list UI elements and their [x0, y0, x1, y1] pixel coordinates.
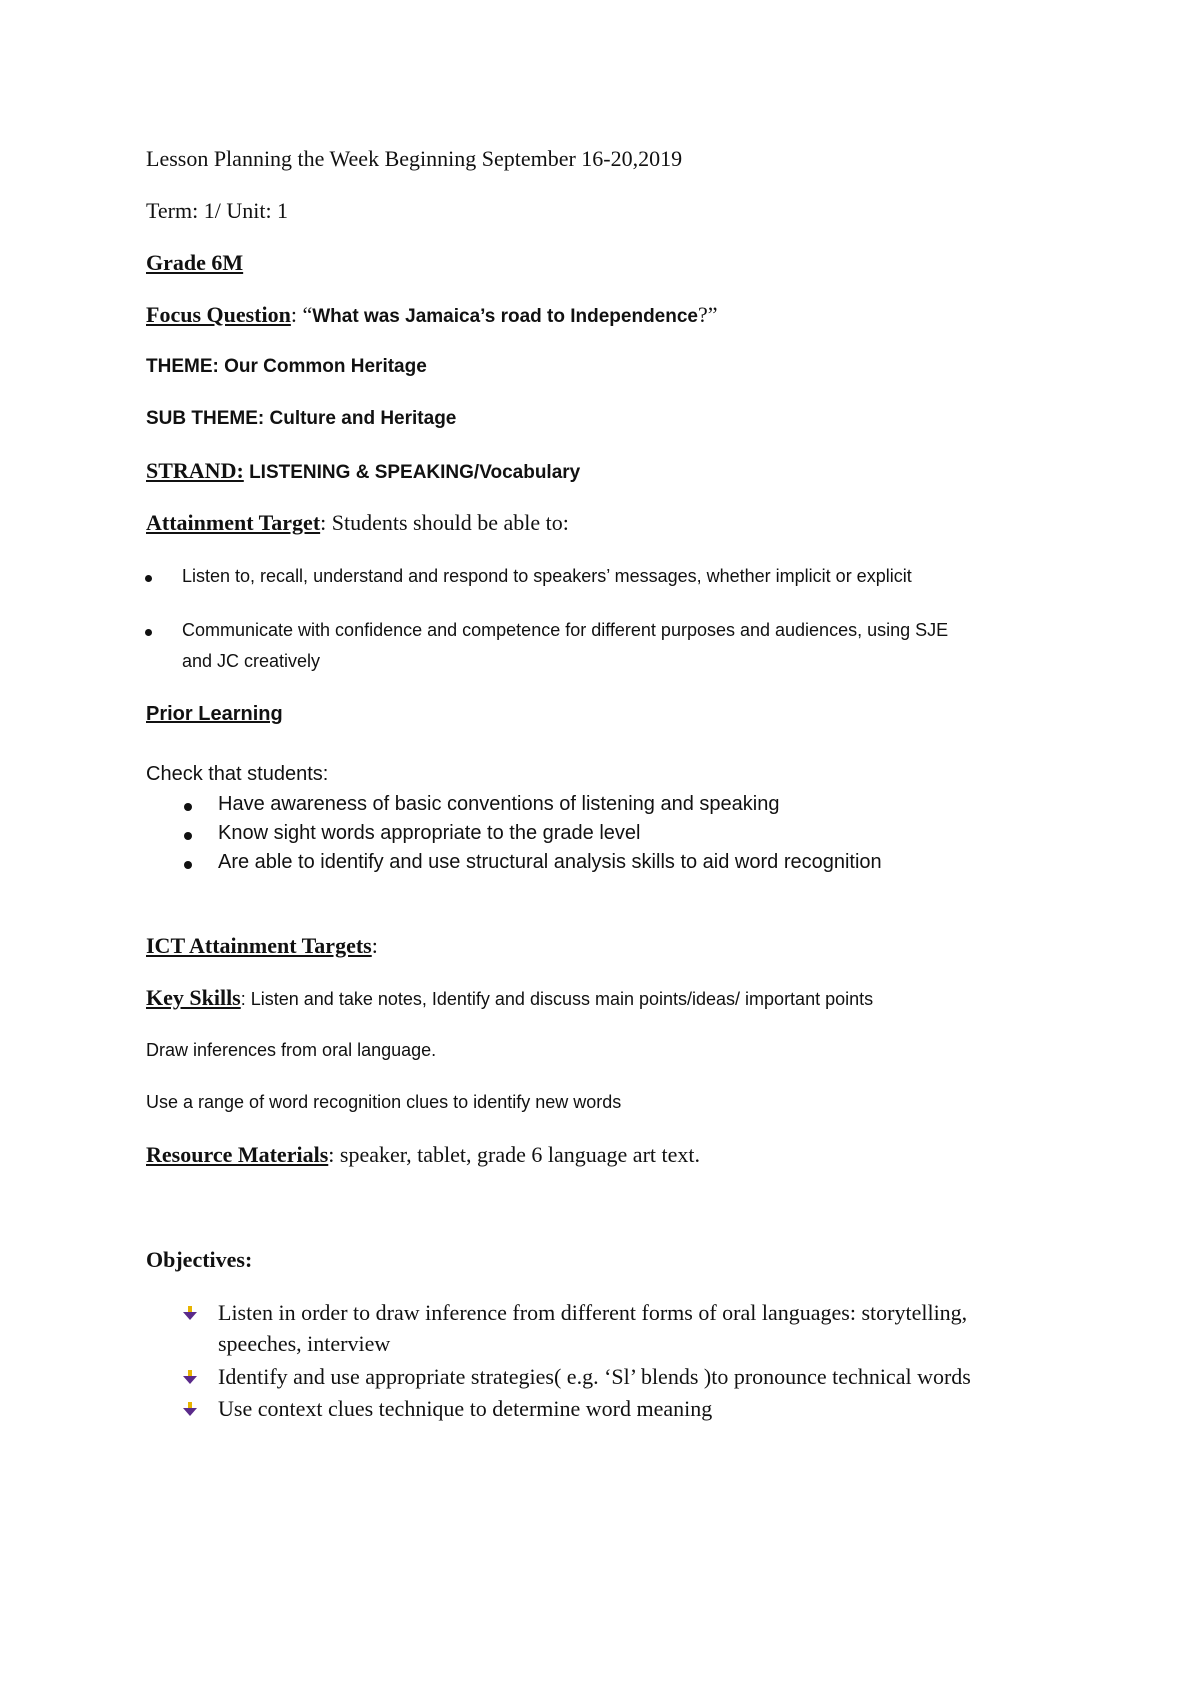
objective-item — [218, 1300, 967, 1326]
attainment-item-text: Listen to, recall, understand and respond to speakers’ messages, whether implicit or explicit — [182, 566, 912, 586]
strand-value: LISTENING & SPEAKING/Vocabulary — [243, 462, 581, 483]
focus-question — [146, 302, 718, 328]
objective-item — [218, 1396, 712, 1422]
key-skills-text: : Listen and take notes, Identify and discuss main points/ideas/ important points — [240, 989, 874, 1009]
focus-question-text: What was Jamaica’s road to Independence — [312, 306, 698, 327]
arrow-down-icon — [182, 1305, 198, 1321]
bullet-icon — [184, 861, 192, 869]
key-skills-line: Use a range of word recognition clues to identify new words — [146, 1092, 622, 1112]
prior-learning-heading: Prior Learning — [146, 703, 283, 725]
bullet-icon — [145, 575, 152, 582]
prior-learning-item-text: Have awareness of basic conventions of listening and speaking — [218, 793, 780, 815]
bullet-icon — [184, 832, 192, 840]
prior-learning-item-text: Are able to identify and use structural analysis skills to aid word recognition — [218, 851, 882, 873]
bullet-icon — [145, 629, 152, 636]
key-skills-label: Key Skills — [146, 985, 241, 1010]
prior-learning-intro: Check that students: — [146, 763, 329, 785]
objectives-heading: Objectives: — [146, 1247, 253, 1272]
term-unit: Term: 1/ Unit: 1 — [146, 198, 289, 223]
prior-learning-item — [218, 851, 882, 874]
attainment-item — [182, 620, 948, 641]
focus-question-sep: : “ — [290, 302, 313, 327]
ict-label: ICT Attainment Targets — [146, 933, 372, 958]
ict-attainment-targets — [146, 933, 378, 959]
attainment-target-intro: : Students should be able to: — [320, 510, 569, 535]
resource-materials-label: Resource Materials — [146, 1142, 329, 1167]
strand — [146, 458, 580, 484]
sub-theme: SUB THEME: Culture and Heritage — [146, 408, 457, 429]
ict-colon: : — [371, 933, 378, 958]
attainment-target — [146, 510, 569, 536]
attainment-item — [182, 566, 912, 587]
objective-item-text: Use context clues technique to determine word meaning — [218, 1396, 713, 1421]
lesson-title: Lesson Planning the Week Beginning September 16-20,2019 — [146, 146, 683, 171]
prior-learning-item-text: Know sight words appropriate to the grade level — [218, 822, 641, 844]
objective-item-continued: speeches, interview — [218, 1331, 391, 1356]
focus-question-label: Focus Question — [146, 302, 291, 327]
resource-materials — [146, 1142, 700, 1168]
attainment-target-label: Attainment Target — [146, 510, 321, 535]
objective-item-text: Identify and use appropriate strategies( e.g. ‘Sl’ blends )to pronounce technical words — [218, 1364, 971, 1389]
arrow-down-icon — [182, 1369, 198, 1385]
objective-item-text: Listen in order to draw inference from different forms of oral languages: storytelling, — [218, 1300, 968, 1325]
prior-learning-item — [218, 793, 779, 816]
theme: THEME: Our Common Heritage — [146, 356, 427, 377]
attainment-item-text: Communicate with confidence and competence for different purposes and audiences, using SJE — [182, 620, 949, 640]
resource-materials-text: : speaker, tablet, grade 6 language art text. — [328, 1142, 700, 1167]
strand-label: STRAND: — [146, 458, 244, 483]
prior-learning-item — [218, 822, 640, 845]
key-skills-line: Draw inferences from oral language. — [146, 1040, 437, 1060]
key-skills — [146, 985, 873, 1011]
objective-item — [218, 1364, 971, 1390]
bullet-icon — [184, 803, 192, 811]
focus-question-end: ?” — [698, 302, 718, 327]
grade-heading: Grade 6M — [146, 250, 244, 275]
arrow-down-icon — [182, 1401, 198, 1417]
attainment-item-continued: and JC creatively — [182, 651, 321, 671]
